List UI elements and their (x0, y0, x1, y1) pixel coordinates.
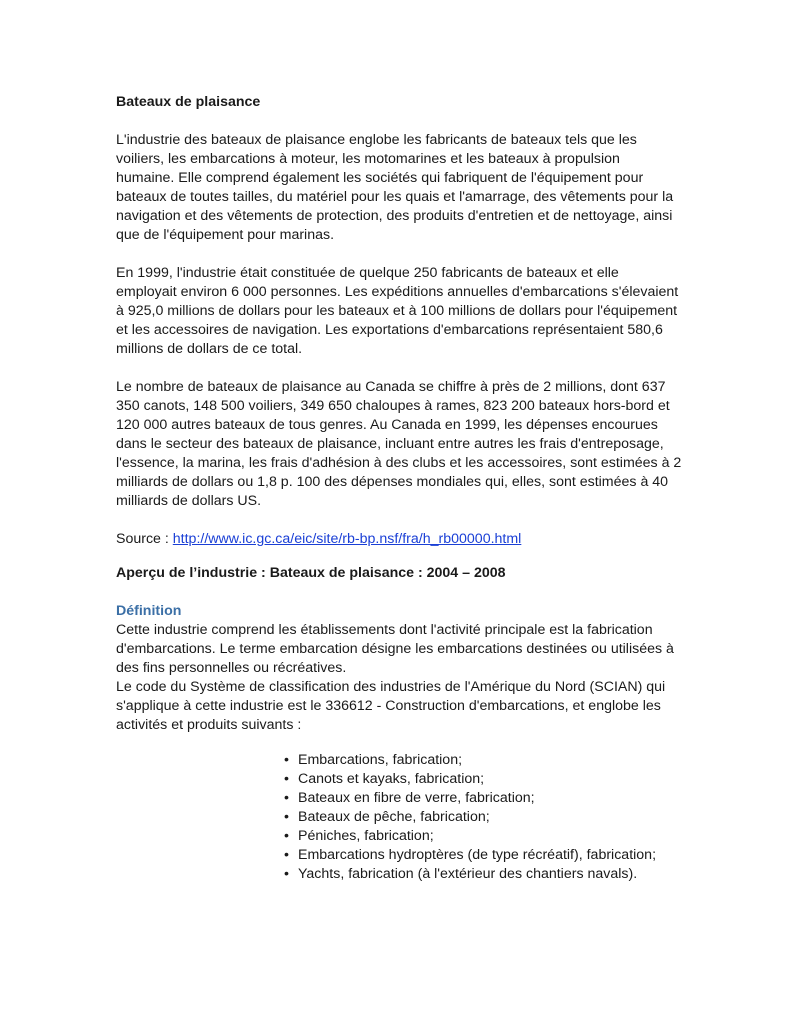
bullet-icon: • (284, 828, 289, 844)
list-item: • Canots et kayaks, fabrication; (284, 771, 485, 787)
bullet-icon: • (284, 866, 289, 882)
statistics-paragraph: En 1999, l'industrie était constituée de quelque 250 fabricants de bateaux et elle employait environ 6 000 personnes. Les expéditions annuelles d'embarcations s'élevaient à 925,0 millions de dollars pour les bateaux et à 100 millions de dollars pour l'équipement et les accessoires de navigation. Les exportations d'embarcations représentaient 580,6 millions de dollars de ce total. (116, 265, 679, 357)
bullet-icon: • (284, 847, 289, 863)
bullet-icon: • (284, 752, 289, 768)
document-content (116, 93, 682, 884)
scian-paragraph: Le code du Système de classification des industries de l'Amérique du Nord (SCIAN) qui s'applique à cette industrie est le 336612 - Construction d'embarcations, et englobe les activités et produits suivants : (116, 679, 666, 733)
canada-paragraph: Le nombre de bateaux de plaisance au Canada se chiffre à près de 2 millions, dont 637 350 canots, 148 500 voiliers, 349 650 chaloupes à rames, 823 200 bateaux hors-bord et 120 000 autres bateaux de tous genres. Au Canada en 1999, les dépenses encourues dans le secteur des bateaux de plaisance, incluant entre autres les frais d'entreposage, l'essence, la marina, les frais d'adhésion à des clubs et les accessoires, sont estimées à 2 milliards de dollars ou 1,8 p. 100 des dépenses mondiales qui, elles, sont estimées à 40 milliards de dollars US. (116, 379, 682, 509)
source-label: Source : (116, 531, 173, 547)
list-item: • Bateaux en fibre de verre, fabrication; (284, 790, 535, 806)
overview-title: Aperçu de l’industrie : Bateaux de plaisance : 2004 – 2008 (116, 565, 506, 581)
bullet-icon: • (284, 809, 289, 825)
bullet-icon: • (284, 771, 289, 787)
list-item: • Embarcations, fabrication; (284, 752, 463, 768)
activities-list (116, 751, 682, 884)
intro-paragraph: L'industrie des bateaux de plaisance englobe les fabricants de bateaux tels que les voiliers, les embarcations à moteur, les motomarines et les bateaux à propulsion humaine. Elle comprend également les sociétés qui fabriquent de l'équipement pour bateaux de toutes tailles, du matériel pour les quais et l'amarrage, des vêtements pour la navigation et des vêtements de protection, des produits d'entretien et de nettoyage, ainsi que de l'équipement pour marinas. (116, 132, 674, 243)
source-link[interactable]: http://www.ic.gc.ca/eic/site/rb-bp.nsf/fra/h_rb00000.html (172, 531, 522, 547)
list-item: • Embarcations hydroptères (de type récréatif), fabrication; (284, 847, 657, 863)
document-title: Bateaux de plaisance (116, 94, 261, 110)
list-item: • Péniches, fabrication; (284, 828, 434, 844)
source-line (116, 530, 682, 549)
definition-heading: Définition (116, 603, 182, 619)
definition-paragraph: Cette industrie comprend les établissements dont l'activité principale est la fabrication d'embarcations. Le terme embarcation désigne les embarcations destinées ou utilisées à des fins personnelles ou récréatives. (116, 622, 674, 676)
list-item: • Yachts, fabrication (à l'extérieur des chantiers navals). (284, 866, 638, 882)
bullet-icon: • (284, 790, 289, 806)
list-item: • Bateaux de pêche, fabrication; (284, 809, 490, 825)
